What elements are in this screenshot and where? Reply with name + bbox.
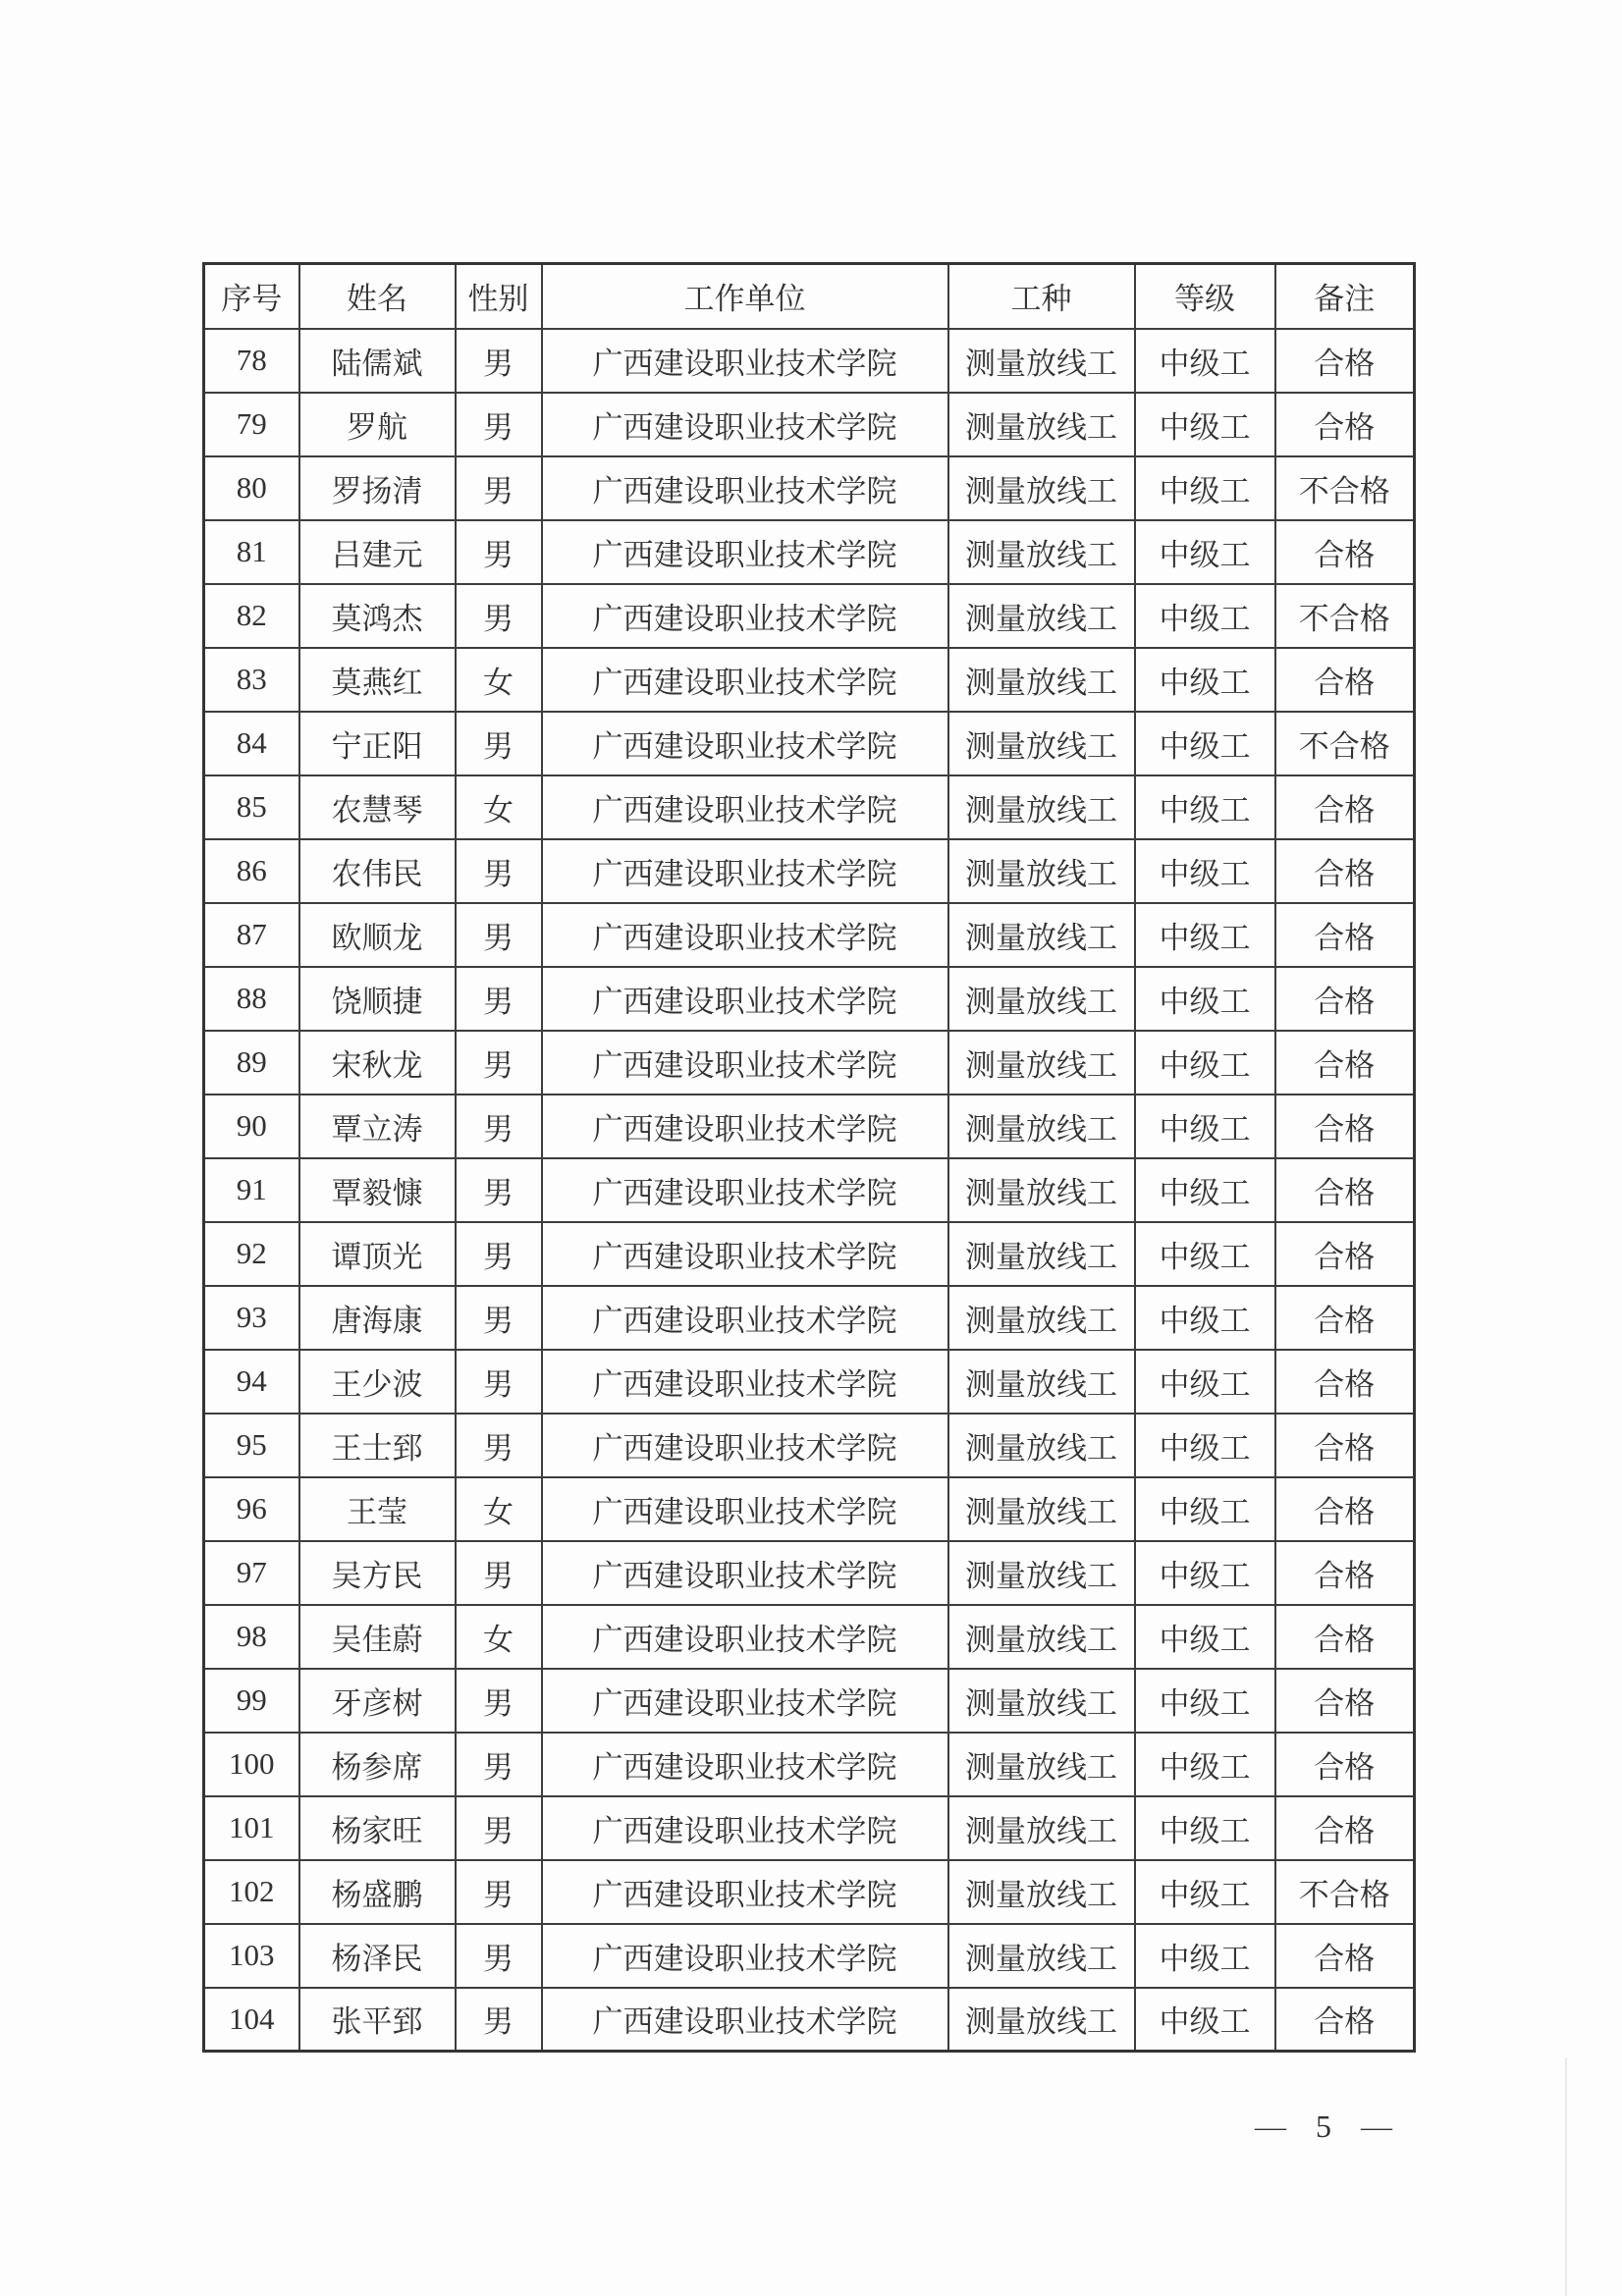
cell-remark: 合格 [1275,1733,1415,1796]
cell-gender: 男 [456,1541,542,1605]
cell-remark: 合格 [1275,1605,1415,1669]
table-row [204,1158,1415,1222]
table-row [204,1541,1415,1605]
cell-index: 81 [204,520,299,584]
cell-index: 80 [204,456,299,520]
cell-work-unit: 广西建设职业技术学院 [542,1031,948,1095]
cell-name: 谭顶光 [299,1222,456,1286]
cell-name: 吴方民 [299,1541,456,1605]
table-row [204,775,1415,839]
table-row [204,1031,1415,1095]
cell-gender: 女 [456,648,542,712]
page-number: 5 [1316,2109,1331,2144]
cell-remark: 不合格 [1275,456,1415,520]
cell-gender: 女 [456,1477,542,1541]
cell-name: 王少波 [299,1350,456,1414]
cell-level: 中级工 [1135,712,1275,775]
cell-remark: 合格 [1275,1924,1415,1988]
cell-name: 莫燕红 [299,648,456,712]
cell-index: 102 [204,1860,299,1924]
cell-gender: 男 [456,393,542,456]
table-row [204,520,1415,584]
cell-name: 宁正阳 [299,712,456,775]
cell-work-unit: 广西建设职业技术学院 [542,1477,948,1541]
table-row [204,1605,1415,1669]
cell-work-unit: 广西建设职业技术学院 [542,1095,948,1158]
table-row [204,1669,1415,1733]
cell-index: 92 [204,1222,299,1286]
cell-level: 中级工 [1135,1796,1275,1860]
cell-gender: 男 [456,903,542,967]
table-row [204,1733,1415,1796]
cell-trade: 测量放线工 [948,839,1135,903]
cell-work-unit: 广西建设职业技术学院 [542,1605,948,1669]
cell-level: 中级工 [1135,1541,1275,1605]
cell-work-unit: 广西建设职业技术学院 [542,1924,948,1988]
col-header-gender: 性别 [456,264,542,329]
cell-level: 中级工 [1135,1095,1275,1158]
cell-level: 中级工 [1135,1733,1275,1796]
table-row [204,1414,1415,1477]
cell-name: 欧顺龙 [299,903,456,967]
cell-gender: 男 [456,1158,542,1222]
cell-gender: 男 [456,1222,542,1286]
cell-trade: 测量放线工 [948,1095,1135,1158]
cell-index: 90 [204,1095,299,1158]
cell-gender: 男 [456,1669,542,1733]
cell-work-unit: 广西建设职业技术学院 [542,1860,948,1924]
cell-trade: 测量放线工 [948,329,1135,393]
cell-name: 罗航 [299,393,456,456]
table-row [204,1222,1415,1286]
table-row [204,456,1415,520]
cell-remark: 合格 [1275,1158,1415,1222]
footer-dash-left: — [1255,2110,1286,2142]
cell-level: 中级工 [1135,1286,1275,1350]
certification-results-table [202,262,1416,2053]
cell-index: 99 [204,1669,299,1733]
cell-trade: 测量放线工 [948,1733,1135,1796]
cell-level: 中级工 [1135,456,1275,520]
cell-gender: 男 [456,1733,542,1796]
cell-index: 84 [204,712,299,775]
table-row [204,1286,1415,1350]
cell-gender: 男 [456,1860,542,1924]
cell-work-unit: 广西建设职业技术学院 [542,456,948,520]
cell-index: 100 [204,1733,299,1796]
cell-index: 104 [204,1988,299,2052]
cell-name: 吴佳蔚 [299,1605,456,1669]
cell-trade: 测量放线工 [948,520,1135,584]
cell-remark: 不合格 [1275,584,1415,648]
cell-name: 覃立涛 [299,1095,456,1158]
cell-remark: 合格 [1275,967,1415,1031]
cell-trade: 测量放线工 [948,1860,1135,1924]
col-header-work-unit: 工作单位 [542,264,948,329]
table-row [204,1095,1415,1158]
table-row [204,1988,1415,2052]
table-row [204,393,1415,456]
col-header-name: 姓名 [299,264,456,329]
cell-name: 杨泽民 [299,1924,456,1988]
cell-gender: 男 [456,584,542,648]
cell-gender: 男 [456,1414,542,1477]
cell-trade: 测量放线工 [948,1286,1135,1350]
cell-level: 中级工 [1135,1924,1275,1988]
cell-name: 农慧琴 [299,775,456,839]
cell-index: 88 [204,967,299,1031]
cell-trade: 测量放线工 [948,1350,1135,1414]
cell-level: 中级工 [1135,1988,1275,2052]
cell-trade: 测量放线工 [948,393,1135,456]
cell-gender: 女 [456,775,542,839]
cell-work-unit: 广西建设职业技术学院 [542,903,948,967]
cell-index: 103 [204,1924,299,1988]
cell-name: 罗扬清 [299,456,456,520]
cell-index: 91 [204,1158,299,1222]
cell-level: 中级工 [1135,1222,1275,1286]
cell-level: 中级工 [1135,1605,1275,1669]
cell-work-unit: 广西建设职业技术学院 [542,967,948,1031]
cell-name: 吕建元 [299,520,456,584]
cell-index: 85 [204,775,299,839]
cell-gender: 女 [456,1605,542,1669]
table-row [204,1924,1415,1988]
cell-trade: 测量放线工 [948,456,1135,520]
cell-name: 杨盛鹏 [299,1860,456,1924]
cell-name: 牙彦树 [299,1669,456,1733]
cell-trade: 测量放线工 [948,584,1135,648]
cell-trade: 测量放线工 [948,1796,1135,1860]
cell-trade: 测量放线工 [948,1414,1135,1477]
cell-work-unit: 广西建设职业技术学院 [542,839,948,903]
cell-name: 宋秋龙 [299,1031,456,1095]
cell-trade: 测量放线工 [948,1924,1135,1988]
cell-index: 87 [204,903,299,967]
cell-index: 78 [204,329,299,393]
cell-index: 94 [204,1350,299,1414]
table-header [204,264,1415,329]
cell-trade: 测量放线工 [948,1541,1135,1605]
cell-remark: 合格 [1275,329,1415,393]
cell-remark: 合格 [1275,1414,1415,1477]
cell-remark: 合格 [1275,1286,1415,1350]
cell-remark: 合格 [1275,903,1415,967]
cell-gender: 男 [456,1286,542,1350]
cell-remark: 合格 [1275,1477,1415,1541]
cell-level: 中级工 [1135,584,1275,648]
cell-trade: 测量放线工 [948,903,1135,967]
cell-level: 中级工 [1135,1031,1275,1095]
cell-remark: 合格 [1275,393,1415,456]
cell-gender: 男 [456,456,542,520]
cell-level: 中级工 [1135,1158,1275,1222]
cell-gender: 男 [456,1988,542,2052]
cell-remark: 不合格 [1275,1860,1415,1924]
cell-gender: 男 [456,1095,542,1158]
cell-trade: 测量放线工 [948,712,1135,775]
cell-work-unit: 广西建设职业技术学院 [542,712,948,775]
cell-remark: 合格 [1275,839,1415,903]
cell-name: 张平郅 [299,1988,456,2052]
col-header-remark: 备注 [1275,264,1415,329]
cell-gender: 男 [456,1350,542,1414]
table-row [204,1860,1415,1924]
cell-work-unit: 广西建设职业技术学院 [542,1988,948,2052]
table-body [204,329,1415,2052]
cell-work-unit: 广西建设职业技术学院 [542,648,948,712]
cell-name: 覃毅慷 [299,1158,456,1222]
cell-name: 饶顺捷 [299,967,456,1031]
cell-name: 杨参席 [299,1733,456,1796]
cell-trade: 测量放线工 [948,648,1135,712]
col-header-index: 序号 [204,264,299,329]
table-row [204,648,1415,712]
cell-index: 86 [204,839,299,903]
cell-level: 中级工 [1135,1414,1275,1477]
cell-remark: 合格 [1275,1350,1415,1414]
cell-gender: 男 [456,1031,542,1095]
cell-gender: 男 [456,329,542,393]
table-row [204,712,1415,775]
table-row [204,1477,1415,1541]
cell-level: 中级工 [1135,1477,1275,1541]
cell-work-unit: 广西建设职业技术学院 [542,1733,948,1796]
table-row [204,903,1415,967]
cell-remark: 合格 [1275,1222,1415,1286]
cell-trade: 测量放线工 [948,1988,1135,2052]
cell-remark: 合格 [1275,1796,1415,1860]
cell-level: 中级工 [1135,520,1275,584]
cell-level: 中级工 [1135,329,1275,393]
page-footer [1255,2109,1392,2145]
cell-trade: 测量放线工 [948,1477,1135,1541]
cell-work-unit: 广西建设职业技术学院 [542,1350,948,1414]
cell-name: 唐海康 [299,1286,456,1350]
cell-level: 中级工 [1135,775,1275,839]
header-row [204,264,1415,329]
cell-name: 王莹 [299,1477,456,1541]
cell-gender: 男 [456,712,542,775]
col-header-level: 等级 [1135,264,1275,329]
cell-gender: 男 [456,1924,542,1988]
cell-remark: 合格 [1275,775,1415,839]
table-row [204,1796,1415,1860]
cell-work-unit: 广西建设职业技术学院 [542,1796,948,1860]
cell-remark: 不合格 [1275,712,1415,775]
cell-index: 79 [204,393,299,456]
cell-remark: 合格 [1275,1031,1415,1095]
cell-work-unit: 广西建设职业技术学院 [542,520,948,584]
cell-gender: 男 [456,839,542,903]
cell-remark: 合格 [1275,520,1415,584]
cell-index: 93 [204,1286,299,1350]
cell-remark: 合格 [1275,1669,1415,1733]
cell-work-unit: 广西建设职业技术学院 [542,1286,948,1350]
cell-trade: 测量放线工 [948,1222,1135,1286]
cell-remark: 合格 [1275,1095,1415,1158]
cell-work-unit: 广西建设职业技术学院 [542,1158,948,1222]
cell-level: 中级工 [1135,967,1275,1031]
cell-level: 中级工 [1135,903,1275,967]
cell-work-unit: 广西建设职业技术学院 [542,1669,948,1733]
cell-work-unit: 广西建设职业技术学院 [542,775,948,839]
table-row [204,839,1415,903]
cell-remark: 合格 [1275,648,1415,712]
cell-index: 95 [204,1414,299,1477]
cell-index: 101 [204,1796,299,1860]
cell-work-unit: 广西建设职业技术学院 [542,1222,948,1286]
cell-index: 82 [204,584,299,648]
cell-trade: 测量放线工 [948,967,1135,1031]
cell-work-unit: 广西建设职业技术学院 [542,393,948,456]
cell-level: 中级工 [1135,393,1275,456]
cell-level: 中级工 [1135,648,1275,712]
cell-trade: 测量放线工 [948,1669,1135,1733]
cell-index: 98 [204,1605,299,1669]
table-row [204,967,1415,1031]
cell-trade: 测量放线工 [948,1031,1135,1095]
table-row [204,584,1415,648]
cell-remark: 合格 [1275,1541,1415,1605]
footer-dash-right: — [1361,2110,1392,2142]
cell-gender: 男 [456,1796,542,1860]
cell-remark: 合格 [1275,1988,1415,2052]
cell-gender: 男 [456,520,542,584]
scan-edge-artifact [1565,2057,1567,2296]
cell-name: 莫鸿杰 [299,584,456,648]
cell-name: 杨家旺 [299,1796,456,1860]
cell-trade: 测量放线工 [948,1158,1135,1222]
cell-name: 农伟民 [299,839,456,903]
cell-level: 中级工 [1135,1669,1275,1733]
cell-name: 王士郅 [299,1414,456,1477]
cell-trade: 测量放线工 [948,1605,1135,1669]
cell-gender: 男 [456,967,542,1031]
col-header-trade: 工种 [948,264,1135,329]
cell-index: 83 [204,648,299,712]
cell-level: 中级工 [1135,1350,1275,1414]
cell-trade: 测量放线工 [948,775,1135,839]
cell-work-unit: 广西建设职业技术学院 [542,584,948,648]
cell-index: 96 [204,1477,299,1541]
cell-index: 97 [204,1541,299,1605]
cell-work-unit: 广西建设职业技术学院 [542,1541,948,1605]
cell-name: 陆儒斌 [299,329,456,393]
cell-work-unit: 广西建设职业技术学院 [542,329,948,393]
cell-level: 中级工 [1135,1860,1275,1924]
cell-index: 89 [204,1031,299,1095]
cell-work-unit: 广西建设职业技术学院 [542,1414,948,1477]
cell-level: 中级工 [1135,839,1275,903]
table-row [204,1350,1415,1414]
table-row [204,329,1415,393]
